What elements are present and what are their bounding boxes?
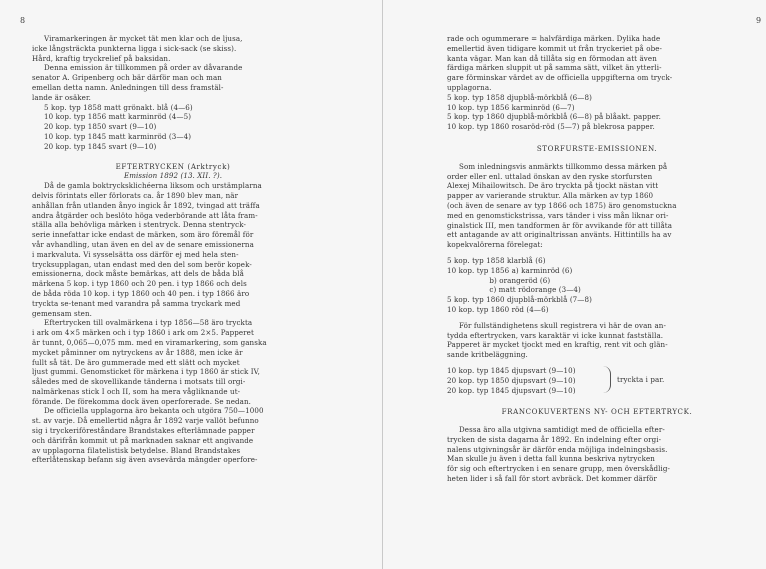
- line: För fullständighetens skull registrera vi här de ovan an-: [459, 320, 666, 330]
- line: och därifrån kommit ut på marknaden saknar ett angivande: [32, 435, 254, 445]
- line: mycket påminner om nytryckens av år 1888, men icke är: [32, 347, 243, 357]
- paragraph-1: [32, 34, 314, 63]
- line: sig i tryckeriföreståndare Brandstakes efterlämnade papper: [32, 426, 255, 436]
- line: med en genomstickstrissa, vars tänder i viss mån liknar ori-: [447, 210, 669, 220]
- stamp-list-1: [32, 103, 314, 152]
- line: order eller enl. uttalad önskan av den ryske storfursten: [447, 171, 653, 181]
- line: efterlåtenskap befann sig även avsevärda mängder operfore-: [32, 455, 258, 465]
- line: sande kritbeläggning.: [447, 350, 528, 360]
- paragraph-4: [32, 318, 314, 406]
- paragraph-1: [447, 34, 747, 93]
- brace-mark: [602, 366, 611, 393]
- list-item: 5 kop. typ 1860 djupblå-mörkblå (6—8) på blåakt. papper.: [447, 112, 661, 122]
- line: emellan detta namn. Anledningen till dess framstäl-: [32, 82, 224, 92]
- line: märkena 5 kop. i typ 1860 och 20 pen. i typ 1866 och dels: [32, 279, 247, 289]
- paragraph-2: [447, 162, 747, 250]
- line: lande är osäker.: [32, 92, 92, 102]
- line: ginalstick III, men tandformen är för avvikande för att tillåta: [447, 220, 673, 230]
- line: upplagorna.: [447, 82, 492, 92]
- paragraph-3: [32, 181, 314, 318]
- list-item: 5 kop. typ 1858 djupblå-mörkblå (6—8): [447, 92, 592, 102]
- line: emellertid även tidigare kommit ut från tryckeriet på obe-: [447, 43, 663, 53]
- line: förande. De förekomma dock även operforerade. Se nedan.: [32, 396, 251, 406]
- line: nalens utgivningsår är därför enda möjliga indelningsbasis.: [447, 444, 668, 454]
- list-item: b) orangeröd (6): [447, 275, 551, 285]
- line: gemensam sten.: [32, 308, 92, 318]
- list-item: 20 kop. typ 1845 djupsvart (9—10): [447, 385, 576, 395]
- line: således med de skovellikande tänderna i motsats till orgi-: [32, 377, 246, 387]
- line: färdiga märken sluppit ut på samma sätt, vilket än ytterli-: [447, 63, 662, 73]
- line: senator A. Gripenberg och bär därför man och man: [32, 73, 222, 83]
- line: Hård, kraftig tryckrelief på baksidan.: [32, 53, 171, 63]
- line: De officiella upplagorna äro bekanta och utgöra 750—1000: [44, 406, 264, 416]
- line: Alexej Mihailowitsch. De äro tryckta på tjockt nästan vitt: [447, 181, 659, 191]
- line: delvis förintats eller förlorats ca. år 1890 blev man, när: [32, 190, 239, 200]
- line: tydda eftertrycken, vars karaktär vi icke kunnat fastställa.: [447, 330, 664, 340]
- paragraph-5: [32, 406, 314, 465]
- line: trycksupplagan, utan endast med den del som berör kopek-: [32, 259, 252, 269]
- line: st. av varje. Då emellertid några år 1892 varje vallöt befunno: [32, 416, 259, 426]
- line: anhållan från utlanden ånyo ingick år 1892, tvingad att träffa: [32, 200, 260, 210]
- line: vår avhandling, utan även en del av de senare emissionerna: [32, 239, 254, 249]
- stamp-list-3: [447, 366, 747, 395]
- section-heading: EFTERTRYCKEN (Arktryck): [115, 161, 231, 171]
- line: nalmärkenas stick I och II, som ha mera vågliknande ut-: [32, 386, 241, 396]
- line: heten lider i så fall för stort avbräck. Det kommer därför: [447, 474, 657, 484]
- line: de båda röda 10 kop. i typ 1860 och 40 pen. i typ 1866 äro: [32, 288, 250, 298]
- line: Viramarkeringen är mycket tät men klar och de ljusa,: [44, 34, 243, 43]
- left-text-column: [32, 34, 314, 465]
- line: i ark om 4×5 märken och i typ 1860 i ark om 2×5. Papperet: [32, 328, 254, 338]
- line: kopekvalörerna förelegat:: [447, 240, 543, 250]
- line: tryckta se-tenant med varandra på samma tryckark med: [32, 298, 241, 308]
- line: Då de gamla boktrycksklichéerna liksom och urstämplarna: [44, 181, 262, 191]
- pair-note: tryckta i par.: [617, 374, 665, 384]
- line: Man skulle ju även i detta fall kunna beskriva nytrycken: [447, 454, 655, 464]
- list-item: 10 kop. typ 1856 matt karminröd (4—5): [44, 112, 192, 122]
- line: är tunnt, 0,065—0,075 mm. med en viramarkering, som ganska: [32, 337, 267, 347]
- list-item: 5 kop. typ 1858 klarblå (6): [447, 255, 546, 265]
- line: Denna emission är tillkommen på order av dåvarande: [44, 63, 243, 73]
- right-text-column: [447, 34, 747, 484]
- list-item: c) matt rödorange (3—4): [447, 285, 581, 295]
- list-item: 10 kop. typ 1856 karminröd (6—7): [447, 102, 575, 112]
- paragraph-3: [447, 321, 747, 360]
- line: av upplagorna filatelistisk betydelse. Bland Brandstakes: [32, 445, 241, 455]
- paragraph-2: [32, 63, 314, 102]
- list-item: 10 kop. typ 1860 röd (4—6): [447, 304, 549, 314]
- line: ett antagande av att originaltrissan använts. Hittintills ha av: [447, 230, 672, 240]
- line: Som inledningsvis anmärkts tillkommo dessa märken på: [459, 161, 668, 171]
- line: gare förminskar värdet av de officiella uppgifterna om tryck-: [447, 73, 673, 83]
- stamp-list-2: [447, 256, 747, 315]
- line: kanta vägar. Man kan då tillåta sig en förmodan att även: [447, 53, 657, 63]
- section-heading: STORFURSTE-EMISSIONEN.: [536, 143, 658, 153]
- page-number-left: 8: [20, 16, 26, 25]
- line: andra åtgärder och beslöto höga vederbörande att låta fram-: [32, 210, 258, 220]
- stamp-list-1: [447, 93, 747, 132]
- list-item: 20 kop. typ 1850 djupsvart (9—10): [447, 375, 576, 385]
- line: emissionerna, dock måste bemärkas, att dels de båda blå: [32, 269, 244, 279]
- line: ljust gummi. Genomsticket för märkena i typ 1860 är stick IV,: [32, 367, 261, 377]
- list-item: 10 kop. typ 1860 rosaröd-röd (5—7) på blekrosa papper.: [447, 122, 655, 132]
- line: Papperet är mycket tjockt med en kraftig, rent vit och glän-: [447, 340, 668, 350]
- line: (och även de senare av typ 1866 och 1875) äro genomstuckna: [447, 200, 677, 210]
- list-item: 5 kop. typ 1860 djupblå-mörkblå (7—8): [447, 295, 592, 305]
- list-item: 10 kop. typ 1856 a) karminröd (6): [447, 265, 573, 275]
- line: icke långsträckta punkterna ligga i sick-sack (se skiss).: [32, 43, 237, 53]
- line: för sig och eftertrycken i en senare grupp, men överskådlig-: [447, 464, 671, 474]
- paragraph-4: [447, 425, 747, 484]
- line: Dessa äro alla utgivna samtidigt med de officiella efter-: [459, 425, 665, 435]
- list-item: 10 kop. typ 1845 matt karminröd (3—4): [44, 131, 192, 141]
- section-subheading: Emission 1892 (13. XII. ?).: [123, 171, 223, 181]
- page-number-right: 9: [756, 16, 762, 25]
- list-item: 20 kop. typ 1845 svart (9—10): [44, 141, 157, 151]
- line: rade och ogummerare = halvfärdiga märken. Dylika hade: [447, 34, 661, 43]
- section-heading: FRANCOKUVERTENS NY- OCH EFTERTRYCK.: [501, 407, 693, 417]
- list-item: 10 kop. typ 1845 djupsvart (9—10): [447, 365, 576, 375]
- right-page: [383, 0, 766, 569]
- line: serie innefattar icke endast de märken, som äro föremål för: [32, 230, 254, 240]
- line: trycken de sista dagarna år 1892. En indelning efter orgi-: [447, 434, 662, 444]
- line: fullt så tät. De äro gummerade med ett slätt och mycket: [32, 357, 240, 367]
- line: Eftertrycken till ovalmärkena i typ 1856—58 äro tryckta: [44, 318, 253, 328]
- line: papper av varierande struktur. Alla märken av typ 1860: [447, 191, 654, 201]
- line: ställa alla behövliga märken i stentryck. Denna stentryck-: [32, 220, 246, 230]
- line: i markvaluta. Vi sysselsätta oss därför ej med hela sten-: [32, 249, 239, 259]
- list-item: 20 kop. typ 1850 svart (9—10): [44, 122, 157, 132]
- list-item: 5 kop. typ 1858 matt grönakt. blå (4—6): [44, 102, 193, 112]
